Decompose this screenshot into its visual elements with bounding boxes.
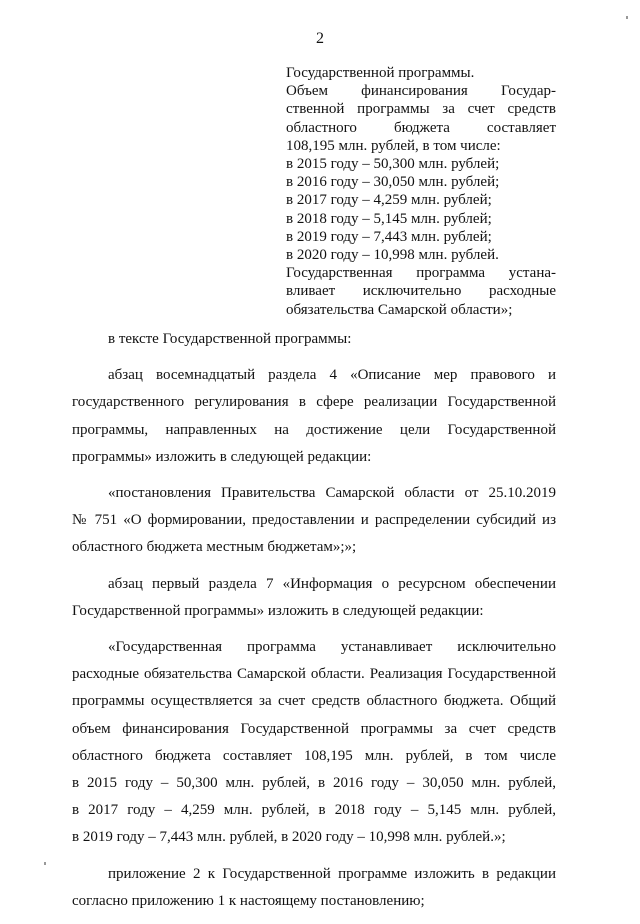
table-cell-line: обязательства Самарской области»; (286, 301, 513, 318)
paragraph-line: областного бюджета составляет 108,195 млн. рублей, в том числе (72, 747, 556, 764)
paragraph-line: Государственной программы» изложить в следующей редакции: (72, 602, 484, 619)
paragraph-line: в 2017 году – 4,259 млн. рублей, в 2018 году – 5,145 млн. рублей, (72, 802, 556, 819)
paragraph (72, 634, 556, 852)
table-cell-line: в 2017 году – 4,259 млн. рублей; (286, 192, 492, 209)
paragraph (72, 326, 556, 353)
paragraph-line: расходные обязательства Самарской области. Реализация Государственной (72, 666, 556, 683)
paragraph (72, 362, 556, 471)
paragraph-line: программы» изложить в следующей редакции: (72, 448, 372, 465)
paragraph-line: «постановления Правительства Самарской области от 25.10.2019 (108, 485, 556, 502)
paragraph-line: в 2015 году – 50,300 млн. рублей, в 2016 году – 30,050 млн. рублей, (72, 775, 556, 792)
paragraph-line: абзац восемнадцатый раздела 4 «Описание мер правового и (108, 367, 556, 384)
paragraph-line: в тексте Государственной программы: (108, 331, 352, 347)
table-cell-line: Объем финансирования Государ- (286, 83, 556, 100)
paragraph-line: программы осуществляется за счет средств областного бюджета. Общий (72, 693, 556, 710)
table-cell-line: в 2018 году – 5,145 млн. рублей; (286, 210, 492, 227)
page-number: 2 (316, 30, 324, 47)
paragraph-line: государственного регулирования в сфере реализации Государственной (72, 394, 556, 411)
table-cell-line: в 2020 году – 10,998 млн. рублей. (286, 247, 499, 264)
scan-speck (626, 16, 628, 19)
paragraph-line: объем финансирования Государственной программы за счет средств (72, 720, 556, 737)
paragraph-line: «Государственная программа устанавливает исключительно (108, 639, 556, 656)
table-cell-line: Государственной программы. (286, 65, 475, 81)
paragraph (72, 571, 556, 625)
table-cell-line: в 2019 году – 7,443 млн. рублей; (286, 228, 492, 245)
paragraph (72, 861, 556, 915)
table-cell-line: в 2015 году – 50,300 млн. рублей; (286, 156, 500, 173)
paragraph-line: областного бюджета местным бюджетам»;»; (72, 539, 357, 556)
paragraph (72, 480, 556, 562)
paragraph-line: согласно приложению 1 к настоящему постановлению; (72, 892, 425, 909)
table-cell-line: вливает исключительно расходные (286, 283, 556, 300)
table-cell-funding (286, 64, 556, 319)
table-cell-line: 108,195 млн. рублей, в том числе: (286, 137, 501, 154)
paragraph-line: в 2019 году – 7,443 млн. рублей, в 2020 году – 10,998 млн. рублей.»; (72, 829, 506, 846)
paragraph-line: № 751 «О формировании, предоставлении и распределении субсидий из (72, 512, 556, 529)
table-cell-line: в 2016 году – 30,050 млн. рублей; (286, 174, 500, 191)
table-cell-line: Государственная программа устана- (286, 265, 556, 282)
paragraph-line: программы, направленных на достижение цели Государственной (72, 421, 556, 438)
document-body (72, 326, 556, 924)
paragraph-line: приложение 2 к Государственной программе изложить в редакции (108, 865, 556, 882)
table-cell-line: ственной программы за счет средств (286, 101, 556, 118)
table-cell-line: областного бюджета составляет (286, 119, 556, 136)
paragraph-line: абзац первый раздела 7 «Информация о ресурсном обеспечении (108, 575, 556, 592)
scan-speck (44, 862, 46, 865)
